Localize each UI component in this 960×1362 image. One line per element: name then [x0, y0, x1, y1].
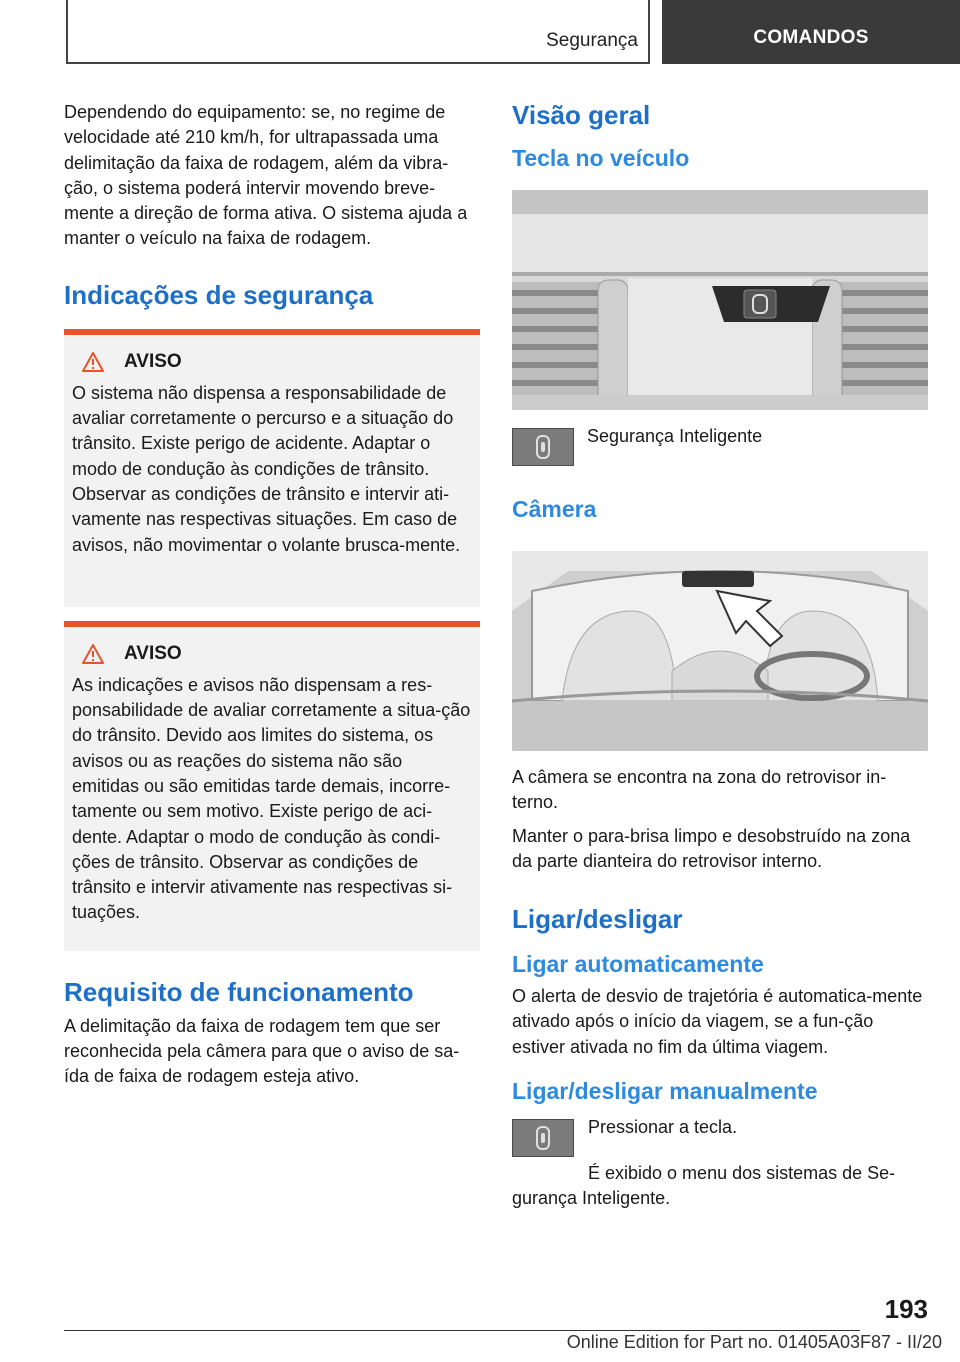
manual-heading: Ligar/desligar manualmente [512, 1078, 818, 1105]
warning-title: AVISO [124, 350, 182, 372]
manual-paragraph-2: É exibido o menu dos sistemas de Se-gurança Inteligente. [512, 1163, 896, 1209]
camera-paragraph-1: A câmera se encontra na zona do retrovisor in-terno. [512, 767, 887, 813]
manual-paragraph-1: Pressionar a tecla. [588, 1117, 738, 1138]
header-border-divider [648, 0, 650, 64]
onoff-heading: Ligar/desligar [512, 904, 683, 935]
header-border-left [66, 0, 68, 64]
warning-text: As indicações e avisos não dispensam a res-ponsabilidade de avaliar corretamente a situa-ção do trânsito. Devido aos limites do sistema, os avisos ou as reações do sistema não são emitidas ou são emitidas tarde demais, incorre-tamente ou sem motivo. Existe perigo de aci-dente. Adaptar o modo de condução às condi-ções de trânsito. Observar as condições de trânsito e intervir ativamente nas respectivas si-tuações. [72, 674, 471, 923]
warning-title: AVISO [124, 642, 182, 664]
intro-paragraph: Dependendo do equipamento: se, no regime de velocidade até 210 km/h, for ultrapassada uma delimitação da faixa de rodagem, além da vibra-ção, o sistema poderá intervir movendo breve-mente a direção de forma ativa. O sistema ajuda a manter o veículo na faixa de rodagem. [64, 102, 468, 249]
auto-paragraph: O alerta de desvio de trajetória é automatica-mente ativado após o início da viagem, se a fun-ção estiver ativada no fim da última viagem. [512, 986, 923, 1057]
button-legend [512, 428, 928, 466]
footer-edition: Online Edition for Part no. 01405A03F87 - II/20 [566, 1332, 942, 1352]
overview-heading: Visão geral [512, 100, 651, 130]
warning-header [82, 351, 472, 373]
requirement-paragraph: A delimitação da faixa de rodagem tem que ser reconhecida pela câmera para que o aviso de sa-ída de faixa de rodagem esteja ativo. [64, 1015, 460, 1087]
auto-heading: Ligar automaticamente [512, 951, 764, 978]
camera-heading: Câmera [512, 496, 597, 522]
intelligent-safety-icon [512, 428, 574, 466]
warning-box-2 [64, 621, 480, 951]
vehicle-button-heading: Tecla no veículo [512, 145, 690, 171]
warning-header [82, 643, 472, 665]
page-number: 193 [884, 1294, 928, 1324]
right-column [512, 100, 928, 1212]
footer-rule [64, 1330, 860, 1331]
header-chapter-tab: COMANDOS [662, 0, 960, 64]
warning-box-1 [64, 329, 480, 607]
manual-step [512, 1115, 928, 1157]
left-column [64, 100, 480, 1090]
dashboard-button-photo [512, 190, 928, 410]
safety-heading: Indicações de segurança [64, 279, 374, 310]
warning-triangle-icon [82, 352, 104, 372]
button-label: Segurança Inteligente [587, 426, 763, 446]
warning-triangle-icon [82, 644, 104, 664]
camera-location-photo [512, 551, 928, 751]
camera-paragraph-2: Manter o para-brisa limpo e desobstruído na zona da parte dianteira do retrovisor interno. [512, 825, 911, 871]
warning-text: O sistema não dispensa a responsabilidade de avaliar corretamente o percurso e a situação do trânsito. Existe perigo de acidente. Adaptar o modo de condução às condições de trânsito. Observar as condições de trânsito e intervir ati-vamente nas respectivas situações. Em caso de avisos, não movimentar o volante brusca-mente. [72, 382, 461, 555]
header-border-bottom [66, 62, 650, 64]
header-section-title: Segurança [546, 30, 638, 51]
requirement-heading: Requisito de funcionamento [64, 976, 414, 1007]
intelligent-safety-icon [512, 1119, 574, 1157]
